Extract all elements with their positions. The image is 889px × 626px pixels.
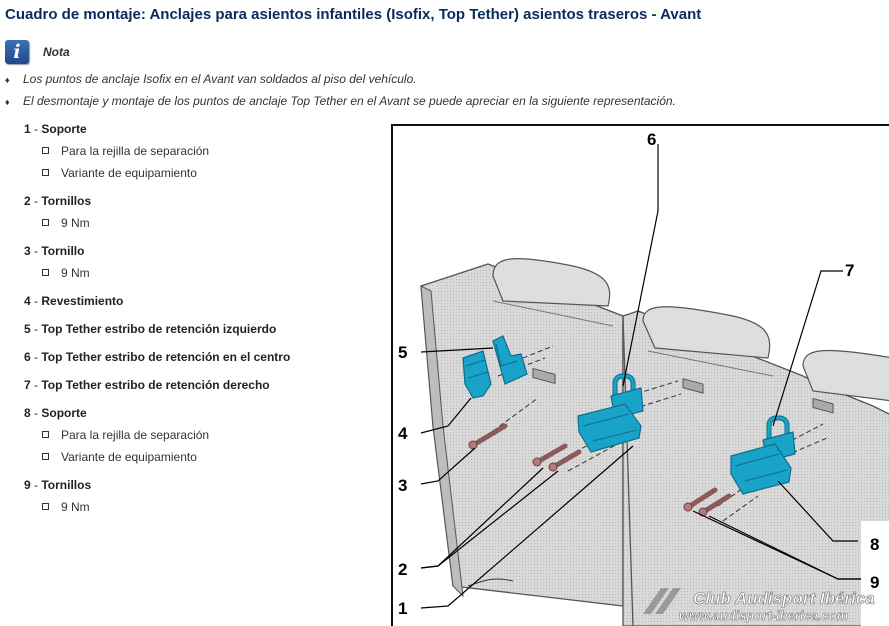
legend-item-number: 7 <box>24 378 31 392</box>
square-bullet-icon <box>42 453 49 460</box>
note-bullet: ♦ Los puntos de anclaje Isofix en el Avant van soldados al piso del vehículo. <box>5 72 417 86</box>
legend-item: 6 - Top Tether estribo de retención en el centro <box>24 350 291 364</box>
square-bullet-icon <box>42 431 49 438</box>
page-title: Cuadro de montaje: Anclajes para asientos infantiles (Isofix, Top Tether) asientos traseros - Avant <box>5 6 702 23</box>
assembly-figure <box>391 124 889 626</box>
square-bullet-icon <box>42 503 49 510</box>
legend-item-label: Revestimiento <box>41 294 124 308</box>
legend-item-label: Tornillos <box>41 194 92 208</box>
legend-item-label: Tornillos <box>41 478 92 492</box>
diamond-bullet-icon: ♦ <box>5 75 10 85</box>
note-label: Nota <box>43 45 70 59</box>
square-bullet-icon <box>42 147 49 154</box>
legend-item: 8 - Soporte <box>24 406 87 420</box>
callout-8: 8 <box>870 535 880 554</box>
legend-item-number: 9 <box>24 478 31 492</box>
legend-item-number: 8 <box>24 406 31 420</box>
legend-subitem: Variante de equipamiento <box>24 162 384 184</box>
info-icon: i <box>5 40 29 64</box>
square-bullet-icon <box>42 269 49 276</box>
assembly-diagram <box>393 126 889 626</box>
legend-subitem: 9 Nm <box>24 212 384 234</box>
note-header <box>5 40 70 64</box>
note-bullet: ♦ El desmontaje y montaje de los puntos de anclaje Top Tether en el Avant se puede apreciar en la siguiente representación. <box>5 94 676 108</box>
legend-subitem: Para la rejilla de separación <box>24 140 384 162</box>
legend-item-number: 1 <box>24 122 31 136</box>
legend-item: 4 - Revestimiento <box>24 294 124 308</box>
square-bullet-icon <box>42 169 49 176</box>
callout-2: 2 <box>398 560 408 579</box>
legend-item-label: Soporte <box>41 122 87 136</box>
legend-item: 9 - Tornillos <box>24 478 92 492</box>
callout-7: 7 <box>845 261 855 280</box>
legend-item: 3 - Tornillo <box>24 244 85 258</box>
watermark-line1: Club Audisport Ibérica <box>693 589 875 608</box>
callout-6: 6 <box>647 130 657 149</box>
legend-item-number: 6 <box>24 350 31 364</box>
legend-item: 2 - Tornillos <box>24 194 92 208</box>
legend-item-label: Top Tether estribo de retención en el centro <box>41 350 291 364</box>
callout-4: 4 <box>398 424 408 443</box>
callout-3: 3 <box>398 476 408 495</box>
legend-item-label: Top Tether estribo de retención derecho <box>41 378 270 392</box>
legend-item: 1 - Soporte <box>24 122 87 136</box>
square-bullet-icon <box>42 219 49 226</box>
callout-1: 1 <box>398 599 408 618</box>
legend-item: 5 - Top Tether estribo de retención izquierdo <box>24 322 277 336</box>
legend-item-label: Top Tether estribo de retención izquierdo <box>41 322 277 336</box>
parts-legend <box>24 118 384 518</box>
legend-item-number: 5 <box>24 322 31 336</box>
legend-item: 7 - Top Tether estribo de retención derecho <box>24 378 270 392</box>
legend-item-label: Tornillo <box>41 244 85 258</box>
legend-subitem: 9 Nm <box>24 262 384 284</box>
legend-item-label: Soporte <box>41 406 87 420</box>
diamond-bullet-icon: ♦ <box>5 97 10 107</box>
legend-item-number: 4 <box>24 294 31 308</box>
legend-subitem: Variante de equipamiento <box>24 446 384 468</box>
headrest-left <box>493 259 610 306</box>
legend-item-number: 3 <box>24 244 31 258</box>
legend-subitem: 9 Nm <box>24 496 384 518</box>
callout-5: 5 <box>398 343 408 362</box>
legend-subitem: Para la rejilla de separación <box>24 424 384 446</box>
legend-item-number: 2 <box>24 194 31 208</box>
watermark-line2: www.audisport-iberica.com <box>679 608 849 623</box>
callout-9: 9 <box>870 573 880 592</box>
